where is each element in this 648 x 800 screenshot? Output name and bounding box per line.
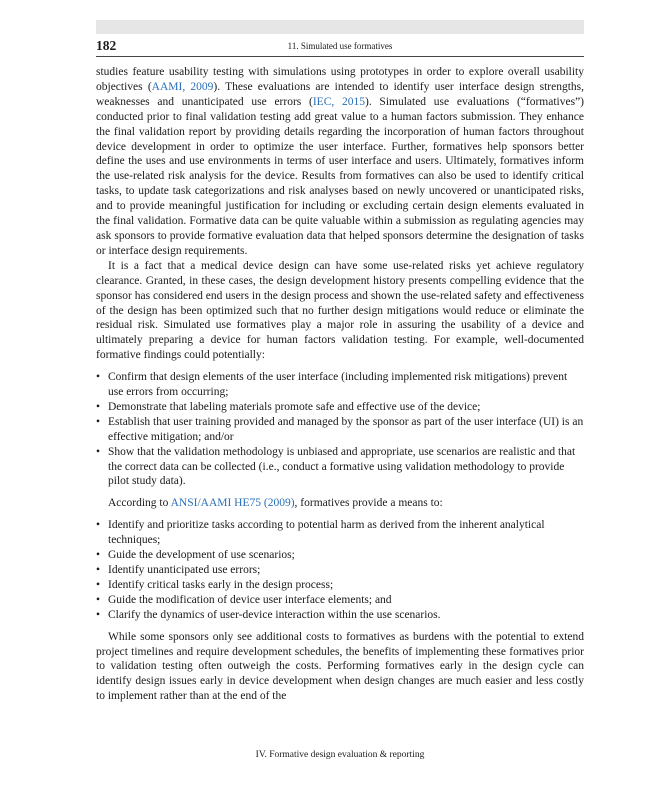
paragraph-3: According to ANSI/AAMI HE75 (2009), formatives provide a means to: — [108, 497, 443, 510]
body-text — [96, 65, 584, 704]
list-item: • Confirm that design elements of the user interface (including implemented risk mitigations) prevent use errors from occurring; — [96, 370, 584, 400]
running-head: 11. Simulated use formatives — [287, 41, 393, 51]
list-item: • Clarify the dynamics of user-device interaction within the use scenarios. — [96, 608, 584, 623]
citation-link-ansi-aami-he75[interactable]: ANSI/AAMI HE75 (2009) — [170, 497, 295, 510]
list-item: • Identify and prioritize tasks according to potential harm as derived from the inherent analytical techniques; — [96, 518, 584, 548]
bullet-list-formative-findings — [96, 370, 584, 489]
bullet-list-formative-means — [96, 518, 584, 622]
citation-link-aami-2009[interactable]: AAMI, 2009 — [151, 80, 214, 93]
page-number: 182 — [96, 38, 117, 53]
page-header — [96, 38, 584, 54]
header-band — [96, 20, 584, 34]
list-item: • Identify unanticipated use errors; — [96, 563, 584, 578]
header-rule — [96, 56, 584, 57]
paragraph-4: While some sponsors only see additional costs to formatives as burdens with the potential to extend project timelines and require development schedules, the benefits of implementing these formatives prior to validation testing often outweigh the costs. Performing formatives early in the design cycle can identify design issues early in device development when design changes are much easier and less costly to implement rather than at the end of the — [96, 630, 584, 703]
paragraph-2: It is a fact that a medical device design can have some use-related risks yet achieve regulatory clearance. Granted, in these cases, the design development history presents compelling evidence that the sponsor has considered end users in the design process and shown the use-related safety and effectiveness of the design has been optimized such that no further design mitigations would reduce or eliminate the residual risk. Simulated use formatives play a major role in assuring the usability of a device and ultimately preparing a device for human factors validation testing. For example, well-documented formative findings could potentially: — [96, 259, 584, 362]
paragraph-1: studies feature usability testing with simulations using prototypes in order to explore overall usability objectives (AAMI, 2009). These evaluations are intended to identify user interface design strengths, weaknesses and unanticipated use errors (IEC, 2015). Simulated use evaluations (“formatives”) conducted prior to final validation testing add great value to a human factors submission. They enhance the final validation report by providing details regarding the incorporation of human factors throughout device development in order to optimize the user interface. Further, formatives help sponsors better define the uses and use environments in terms of user interface and users. Ultimately, formatives inform the use-related risk analysis for the device. Results from formatives can also be used to identify critical tasks, to update task categorizations and risk analyses based on newly uncovered or unanticipated risks, and to provide meaningful justification for including or excluding certain design elements evaluated in the final validation. Formative data can be quite valuable within a submission as regulating agencies may ask sponsors to provide formative evaluation data that helped sponsors determine the designation of tasks or interface design requirements. — [96, 66, 584, 257]
list-item: • Show that the validation methodology is unbiased and appropriate, use scenarios are realistic and that the correct data can be collected (i.e., conduct a formative using validation methodology to provide pilot study data). — [96, 445, 584, 490]
list-item: • Guide the development of use scenarios; — [96, 548, 584, 563]
page-footer: IV. Formative design evaluation & reporting — [255, 750, 425, 760]
list-item: • Identify critical tasks early in the design process; — [96, 578, 584, 593]
list-item: • Guide the modification of device user interface elements; and — [96, 593, 584, 608]
citation-link-iec-2015[interactable]: IEC, 2015 — [312, 95, 365, 108]
list-item: • Demonstrate that labeling materials promote safe and effective use of the device; — [96, 400, 584, 415]
list-item: • Establish that user training provided and managed by the sponsor as part of the user interface (UI) is an effective mitigation; and/or — [96, 415, 584, 445]
